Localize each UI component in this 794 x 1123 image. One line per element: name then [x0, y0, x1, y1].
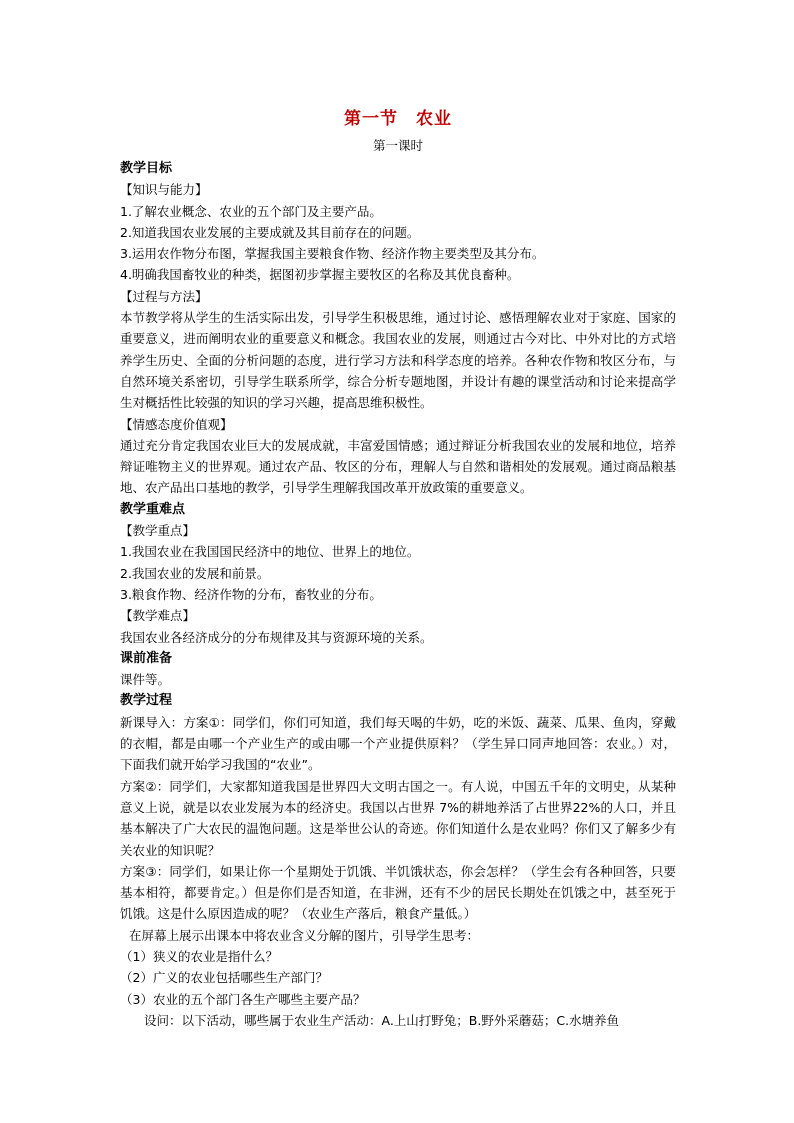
knowledge-item: 3.运用农作物分布图，掌握我国主要粮食作物、经济作物主要类型及其分布。 — [120, 246, 545, 262]
document-page — [120, 104, 676, 1031]
focus-item: 2.我国农业的发展和前景。 — [120, 565, 270, 581]
option3-paragraph: 方案③：同学们，如果让你一个星期处于饥饿、半饥饿状态，你会怎样？（学生会有各种回答，只要基本相符，都要肯定。）但是你们是否知道，在非洲，还有不少的居民长期处在饥饿之中，甚至死于饥饿。这是什么原因造成的呢？（农业生产落后，粮食产量低。） — [120, 863, 676, 922]
knowledge-heading: 【知识与能力】 — [120, 182, 208, 198]
process-method-paragraph: 本节教学将从学生的生活实际出发，引导学生积极思维，通过讨论、感悟理解农业对于家庭、国家的重要意义，进而阐明农业的重要意义和概念。我国农业的发展，则通过古今对比、中外对比的方式培养学生历史、全面的分析问题的态度，进行学习方法和科学态度的培养。各种农作物和牧区分布，与自然环境关系密切，引导学生联系所学，综合分析专题地图，并设计有趣的课堂活动和讨论来提高学生对概括性比较强的知识的学习兴趣，提高思维积极性。 — [120, 310, 676, 411]
question-item: （2）广义的农业包括哪些生产部门？ — [120, 970, 328, 986]
focus-item: 3.粮食作物、经济作物的分布，畜牧业的分布。 — [120, 586, 382, 602]
document-title: 第一节 农业 — [344, 109, 452, 129]
objectives-heading: 教学目标 — [120, 161, 173, 176]
key-points-heading: 教学重难点 — [120, 501, 186, 517]
difficulty-text: 我国农业各经济成分的分布规律及其与资源环境的关系。 — [120, 629, 433, 645]
question-item: （3）农业的五个部门各生产哪些主要产品？ — [120, 991, 366, 1007]
option2-paragraph: 方案②：同学们，大家都知道我国是世界四大文明古国之一。有人说，中国五千年的文明史，从某种意义上说，就是以农业发展为本的经济史。我国以占世界 7%的耕地养活了占世界22%的人口，并且基本解决了广大农民的温饱问题。这是举世公认的奇迹。你们知道什么是农业吗？你们又了解多少有关农业的知识呢？ — [120, 778, 676, 858]
emotion-paragraph: 通过充分肯定我国农业巨大的发展成就，丰富爱国情感；通过辩证分析我国农业的发展和地位，培养辩证唯物主义的世界观。通过农产品、牧区的分布，理解人与自然和谐相处的发展观。通过商品粮基地、农产品出口基地的教学，引导学生理解我国改革开放政策的重要意义。 — [120, 437, 676, 496]
knowledge-item: 4.明确我国畜牧业的种类，据图初步掌握主要牧区的名称及其优良畜种。 — [120, 267, 520, 283]
knowledge-item: 1.了解农业概念、农业的五个部门及主要产品。 — [120, 203, 382, 219]
document-subtitle: 第一课时 — [372, 138, 423, 153]
focus-item: 1.我国农业在我国国民经济中的地位、世界上的地位。 — [120, 544, 420, 560]
question-item: （1）狭义的农业是指什么？ — [120, 948, 278, 964]
knowledge-item: 2.知道我国农业发展的主要成就及其目前存在的问题。 — [120, 224, 420, 240]
question-prompt: 设问：以下活动，哪些属于农业生产活动：A.上山打野兔；B.野外采蘑菇；C.水塘养鱼 — [144, 1012, 620, 1028]
difficulty-heading: 【教学难点】 — [120, 608, 196, 624]
prep-text: 课件等。 — [120, 672, 171, 688]
teaching-process-heading: 教学过程 — [120, 693, 173, 709]
process-method-heading: 【过程与方法】 — [120, 288, 208, 304]
screen-instruction: 在屏幕上展示出课本中将农业含义分解的图片，引导学生思考： — [129, 927, 480, 943]
prep-heading: 课前准备 — [120, 650, 173, 666]
intro-paragraph: 新课导入：方案①：同学们，你们可知道，我们每天喝的牛奶，吃的米饭、蔬菜、瓜果、鱼肉，穿戴的衣帽，都是由哪一个产业生产的或由哪一个产业提供原料？（学生异口同声地回答：农业。）对，下面我们就开始学习我国的“农业”。 — [120, 714, 676, 773]
focus-heading: 【教学重点】 — [120, 523, 196, 539]
emotion-heading: 【情感态度价值观】 — [120, 416, 233, 432]
